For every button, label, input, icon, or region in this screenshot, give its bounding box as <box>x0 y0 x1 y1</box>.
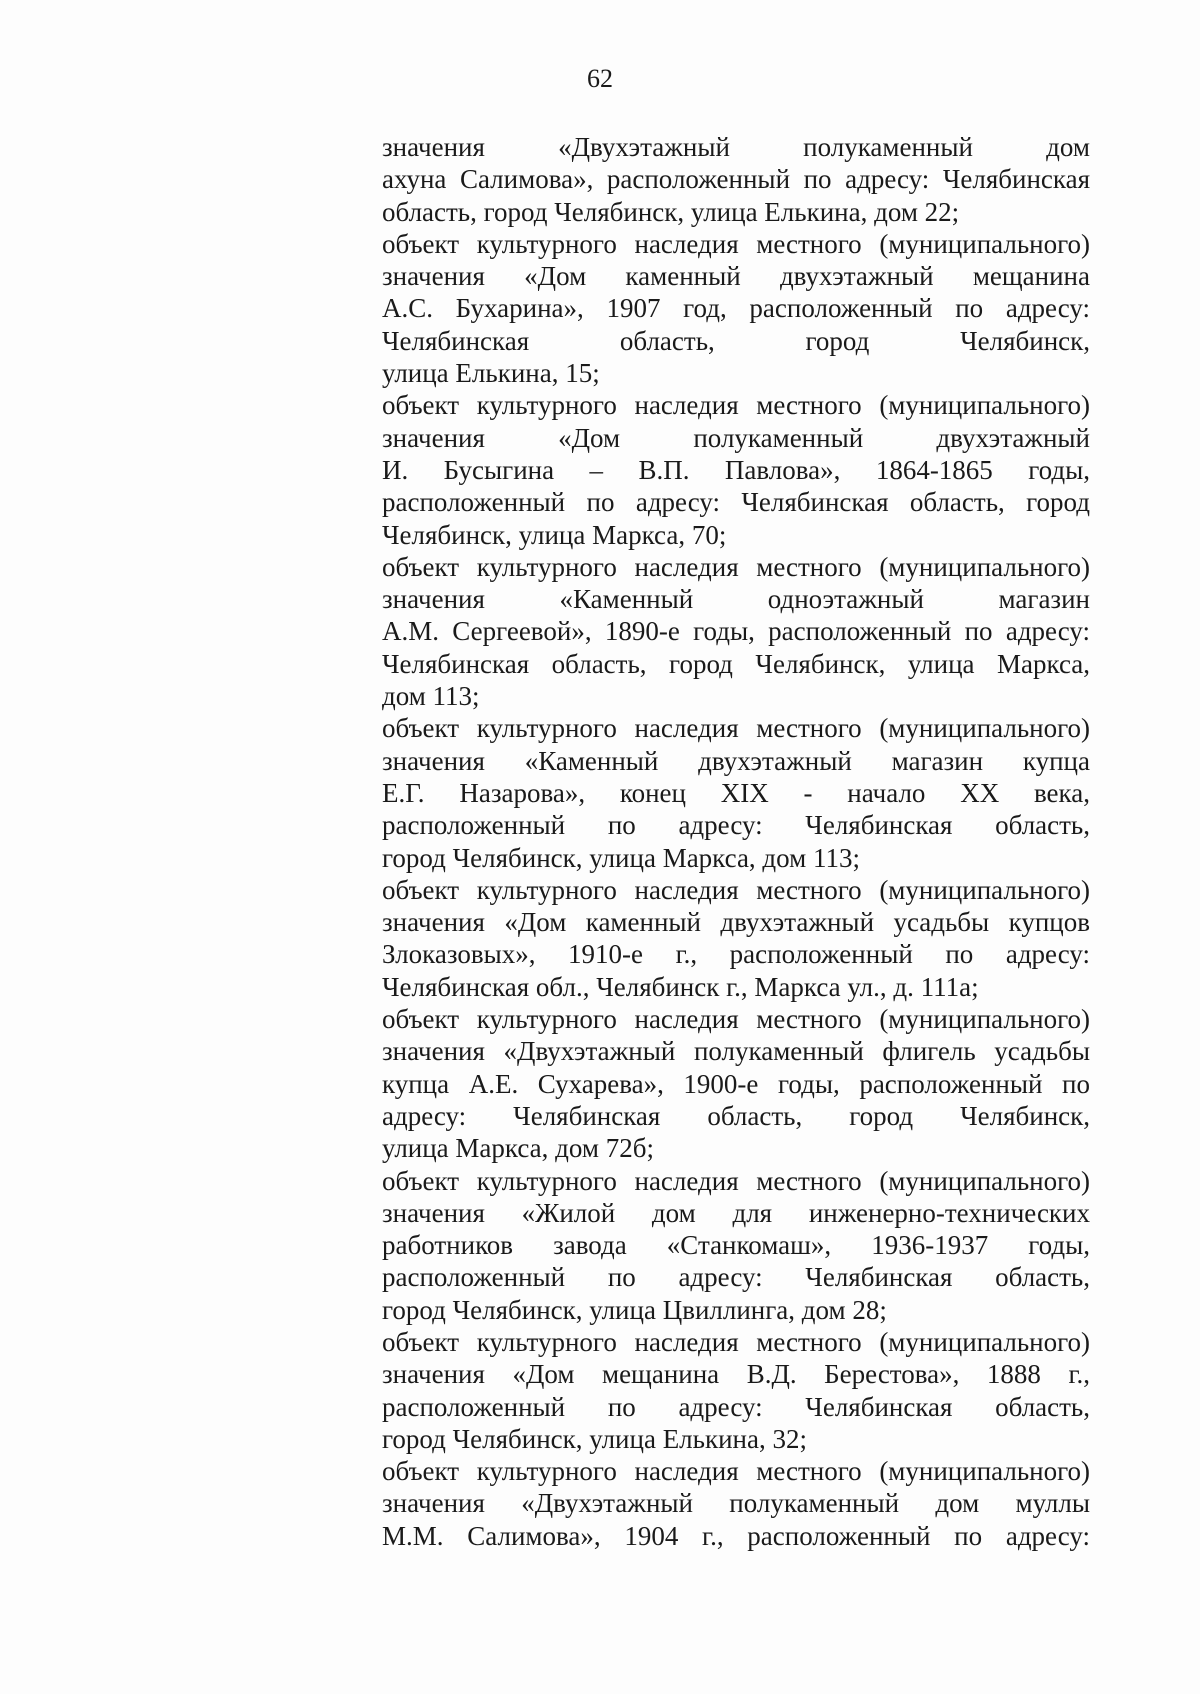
text-line: объект культурного наследия местного (муниципального) <box>382 1326 1090 1357</box>
text-line: Челябинская обл., Челябинск г., Маркса ул., д. 111а; <box>382 971 979 1002</box>
text-line: объект культурного наследия местного (муниципального) <box>382 713 1090 744</box>
text-line: объект культурного наследия местного (муниципального) <box>382 551 1090 582</box>
text-line: Челябинск, улица Маркса, 70; <box>382 519 727 550</box>
text-line: значения «Дом каменный двухэтажный мещанина <box>382 261 1090 292</box>
text-line: улица Маркса, дом 72б; <box>382 1133 654 1164</box>
text-line: расположенный по адресу: Челябинская область, <box>382 1262 1090 1293</box>
text-line: расположенный по адресу: Челябинская область, город <box>382 487 1090 518</box>
text-line: объект культурного наследия местного (муниципального) <box>382 1004 1090 1035</box>
text-line: Челябинская область, город Челябинск, <box>382 325 1090 356</box>
text-line: объект культурного наследия местного (муниципального) <box>382 874 1090 905</box>
text-line: ахуна Салимова», расположенный по адресу: Челябинская <box>382 164 1090 195</box>
text-line: значения «Дом мещанина В.Д. Берестова», 1888 г., <box>382 1359 1090 1390</box>
body-text <box>382 131 1090 1552</box>
text-line: Челябинская область, город Челябинск, улица Маркса, <box>382 648 1090 679</box>
text-line: улица Елькина, 15; <box>382 358 600 389</box>
text-line: значения «Дом полукаменный двухэтажный <box>382 422 1090 453</box>
text-line: М.М. Салимова», 1904 г., расположенный по адресу: <box>382 1520 1090 1551</box>
text-line: объект культурного наследия местного (муниципального) <box>382 1456 1090 1487</box>
text-line: работников завода «Станкомаш», 1936-1937 годы, <box>382 1230 1090 1261</box>
text-line: город Челябинск, улица Цвиллинга, дом 28; <box>382 1294 887 1325</box>
text-line: значения «Каменный одноэтажный магазин <box>382 584 1090 615</box>
text-line: расположенный по адресу: Челябинская область, <box>382 1391 1090 1422</box>
text-line: А.М. Сергеевой», 1890-е годы, расположенный по адресу: <box>382 616 1090 647</box>
text-line: Злоказовых», 1910-е г., расположенный по адресу: <box>382 939 1090 970</box>
text-line: адресу: Челябинская область, город Челябинск, <box>382 1100 1090 1131</box>
text-line: значения «Жилой дом для инженерно-технических <box>382 1197 1090 1228</box>
text-line: Е.Г. Назарова», конец XIX - начало XX века, <box>382 777 1090 808</box>
text-line: город Челябинск, улица Маркса, дом 113; <box>382 842 860 873</box>
text-line: город Челябинск, улица Елькина, 32; <box>382 1423 807 1454</box>
text-line: значения «Двухэтажный полукаменный дом <box>382 132 1090 162</box>
page-number: 62 <box>587 64 613 93</box>
text-line: А.С. Бухарина», 1907 год, расположенный по адресу: <box>382 293 1090 324</box>
text-line: расположенный по адресу: Челябинская область, <box>382 810 1090 841</box>
text-line: объект культурного наследия местного (муниципального) <box>382 228 1090 259</box>
text-line: значения «Двухэтажный полукаменный флигель усадьбы <box>382 1036 1090 1067</box>
text-line: купца А.Е. Сухарева», 1900-е годы, расположенный по <box>382 1068 1090 1099</box>
text-line: значения «Двухэтажный полукаменный дом муллы <box>382 1488 1090 1519</box>
text-line: И. Бусыгина – В.П. Павлова», 1864-1865 годы, <box>382 454 1090 485</box>
text-line: объект культурного наследия местного (муниципального) <box>382 1165 1090 1196</box>
text-line: область, город Челябинск, улица Елькина, дом 22; <box>382 196 960 227</box>
text-line: значения «Каменный двухэтажный магазин купца <box>382 745 1090 776</box>
text-line: дом 113; <box>382 681 480 712</box>
text-line: объект культурного наследия местного (муниципального) <box>382 390 1090 421</box>
text-line: значения «Дом каменный двухэтажный усадьбы купцов <box>382 907 1090 938</box>
